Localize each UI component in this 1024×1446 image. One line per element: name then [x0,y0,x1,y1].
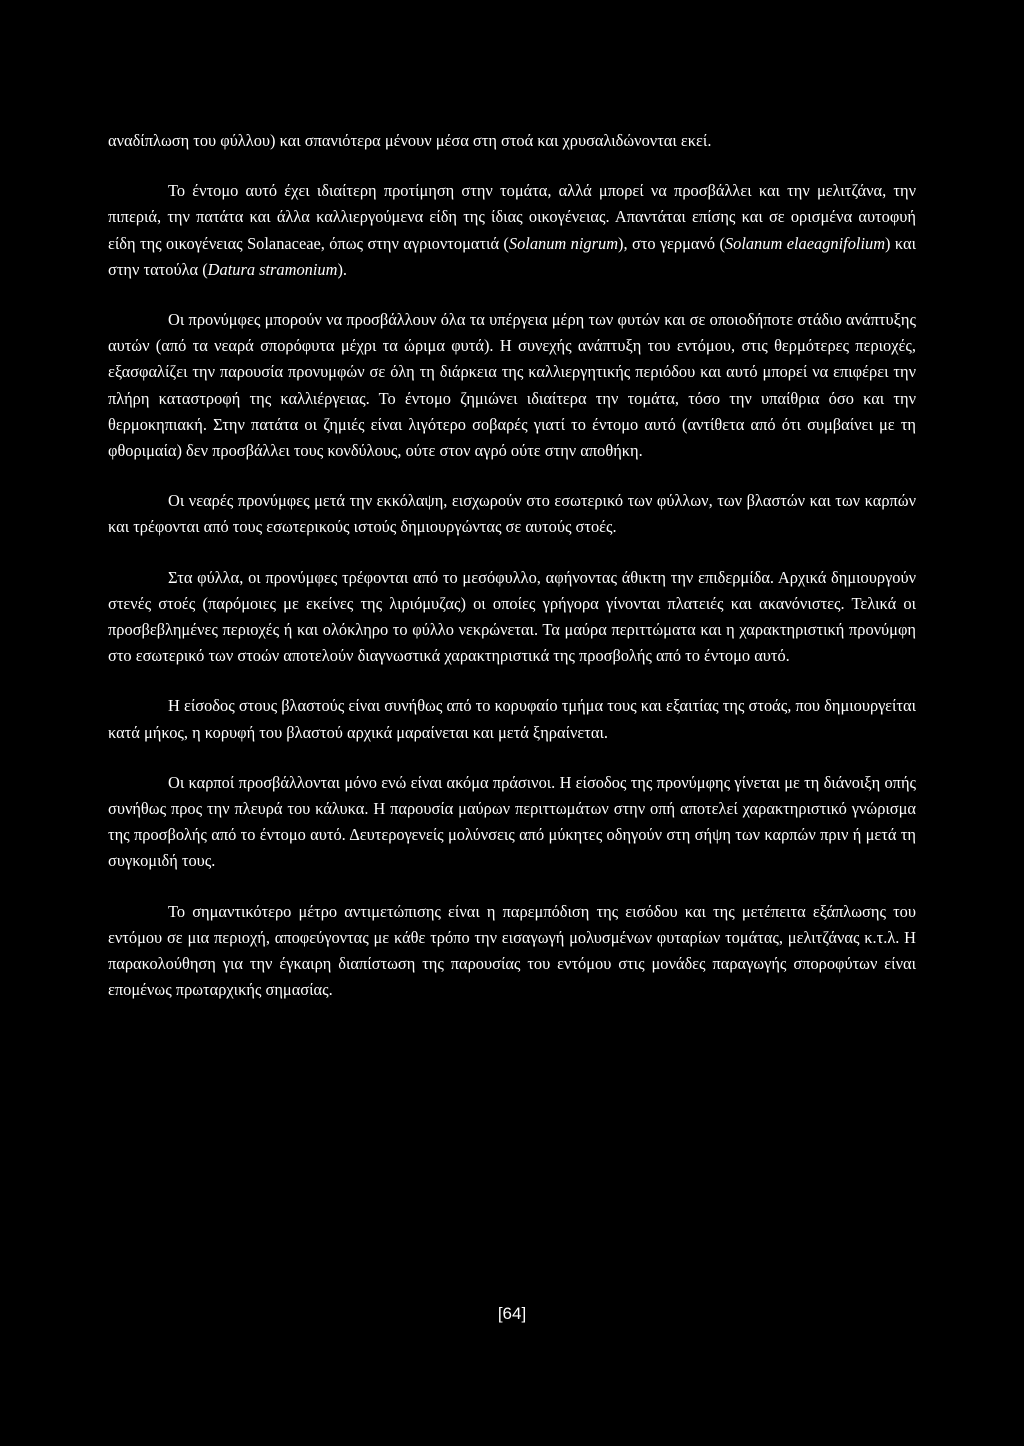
text-segment: ) και στην τατούλα ( [108,233,917,279]
species-name: Solanum nigrum [508,233,619,253]
text-segment: Οι προνύμφες μπορούν να προσβάλλουν όλα τα υπέργεια μέρη των φυτών και σε οποιοδήποτε στάδιο ανάπτυξης αυτών (από τα νεαρά σπορόφυτα μέχρι τα ώριμα φυτά). Η συνεχής ανάπτυξη του εντόμου, στις θερμότερες περιοχές, εξασφαλίζει την παρουσία προνυμφών σε όλη τη διάρκεια της καλλιεργητικής περιόδου και αυτό μπορεί να επιφέρει την πλήρη καταστροφή της καλλιέργειας. Το έντομο ζημιώνει ιδιαίτερα την τομάτα, τόσο την υπαίθρια όσο και την θερμοκηπιακή. Στην πατάτα οι ζημιές είναι λιγότερο σοβαρές γιατί το έντομο αυτό (αντίθετα από ότι συμβαίνει με τη φθοριμαία) δεν προσβάλλει τους κονδύλους, ούτε στον αγρό ούτε στην αποθήκη. [108,310,916,461]
paragraph [108,488,916,540]
paragraph [108,128,916,154]
page-number: [64] [497,1304,527,1323]
paragraph [108,770,916,875]
text-segment: Οι καρποί προσβάλλονται μόνο ενώ είναι ακόμα πράσινοι. Η είσοδος της προνύμφης γίνεται με τη διάνοιξη οπής συνήθως προς την πλευρά του κάλυκα. Η παρουσία μαύρων περιττωμάτων στην οπή αποτελεί χαρακτηριστικό γνώρισμα της προσβολής από το έντομο αυτό. Δευτερογενείς μολύνσεις από μύκητες οδηγούν στη σήψη των καρπών πριν ή μετά τη συγκομιδή τους. [108,772,916,871]
paragraph [108,899,916,1004]
text-segment: αναδίπλωση του φύλλου) και σπανιότερα μένουν μέσα στη στοά και χρυσαλιδώνονται εκεί. [108,131,712,150]
paragraph [108,307,916,464]
species-name: Datura stramonium [207,259,338,279]
paragraph [108,693,916,745]
paragraph [108,565,916,670]
species-name: Solanum elaeagnifolium [724,233,886,253]
text-segment: Η είσοδος στους βλαστούς είναι συνήθως από το κορυφαίο τμήμα τους και εξαιτίας της στοάς, που δημιουργείται κατά μήκος, η κορυφή του βλαστού αρχικά μαραίνεται και μετά ξηραίνεται. [108,696,916,742]
text-segment: Το έντομο αυτό έχει ιδιαίτερη προτίμηση στην τομάτα, αλλά μπορεί να προσβάλλει και την μελιτζάνα, την πιπεριά, την πατάτα και άλλα καλλιεργούμενα είδη της ίδιας οικογένειας. Απαντάται επίσης και σε ορισμένα αυτοφυή είδη της οικογένειας Solanaceae, όπως στην αγριοντοματιά ( [108,181,916,253]
paragraph [108,178,916,283]
document-body [108,128,916,1003]
text-segment: ). [337,259,348,279]
text-segment: Το σημαντικότερο μέτρο αντιμετώπισης είναι η παρεμπόδιση της εισόδου και της μετέπειτα εξάπλωσης του εντόμου σε μια περιοχή, αποφεύγοντας με κάθε τρόπο την εισαγωγή μολυσμένων φυταρίων τομάτας, μελιτζάνας κ.τ.λ. Η παρακολούθηση για την έγκαιρη διαπίστωση της παρουσίας του εντόμου στις μονάδες παραγωγής σποροφύτων είναι επομένως πρωταρχικής σημασίας. [108,901,916,1000]
text-segment: Οι νεαρές προνύμφες μετά την εκκόλαψη, εισχωρούν στο εσωτερικό των φύλλων, των βλαστών και των καρπών και τρέφονται από τους εσωτερικούς ιστούς δημιουργώντας σε αυτούς στοές. [108,491,916,537]
text-segment: Στα φύλλα, οι προνύμφες τρέφονται από το μεσόφυλλο, αφήνοντας άθικτη την επιδερμίδα. Αρχικά δημιουργούν στενές στοές (παρόμοιες με εκείνες της λιριόμυζας) οι οποίες γρήγορα γίνονται πλατειές και ακανόνιστες. Τελικά οι προσβεβλημένες περιοχές ή και ολόκληρο το φύλλο νεκρώνεται. Τα μαύρα περιττώματα και η χαρακτηριστική προνύμφη στο εσωτερικό των στοών αποτελούν διαγνωστικά χαρακτηριστικά της προσβολής από το έντομο αυτό. [108,567,916,666]
text-segment: ), στο γερμανό ( [618,233,725,253]
